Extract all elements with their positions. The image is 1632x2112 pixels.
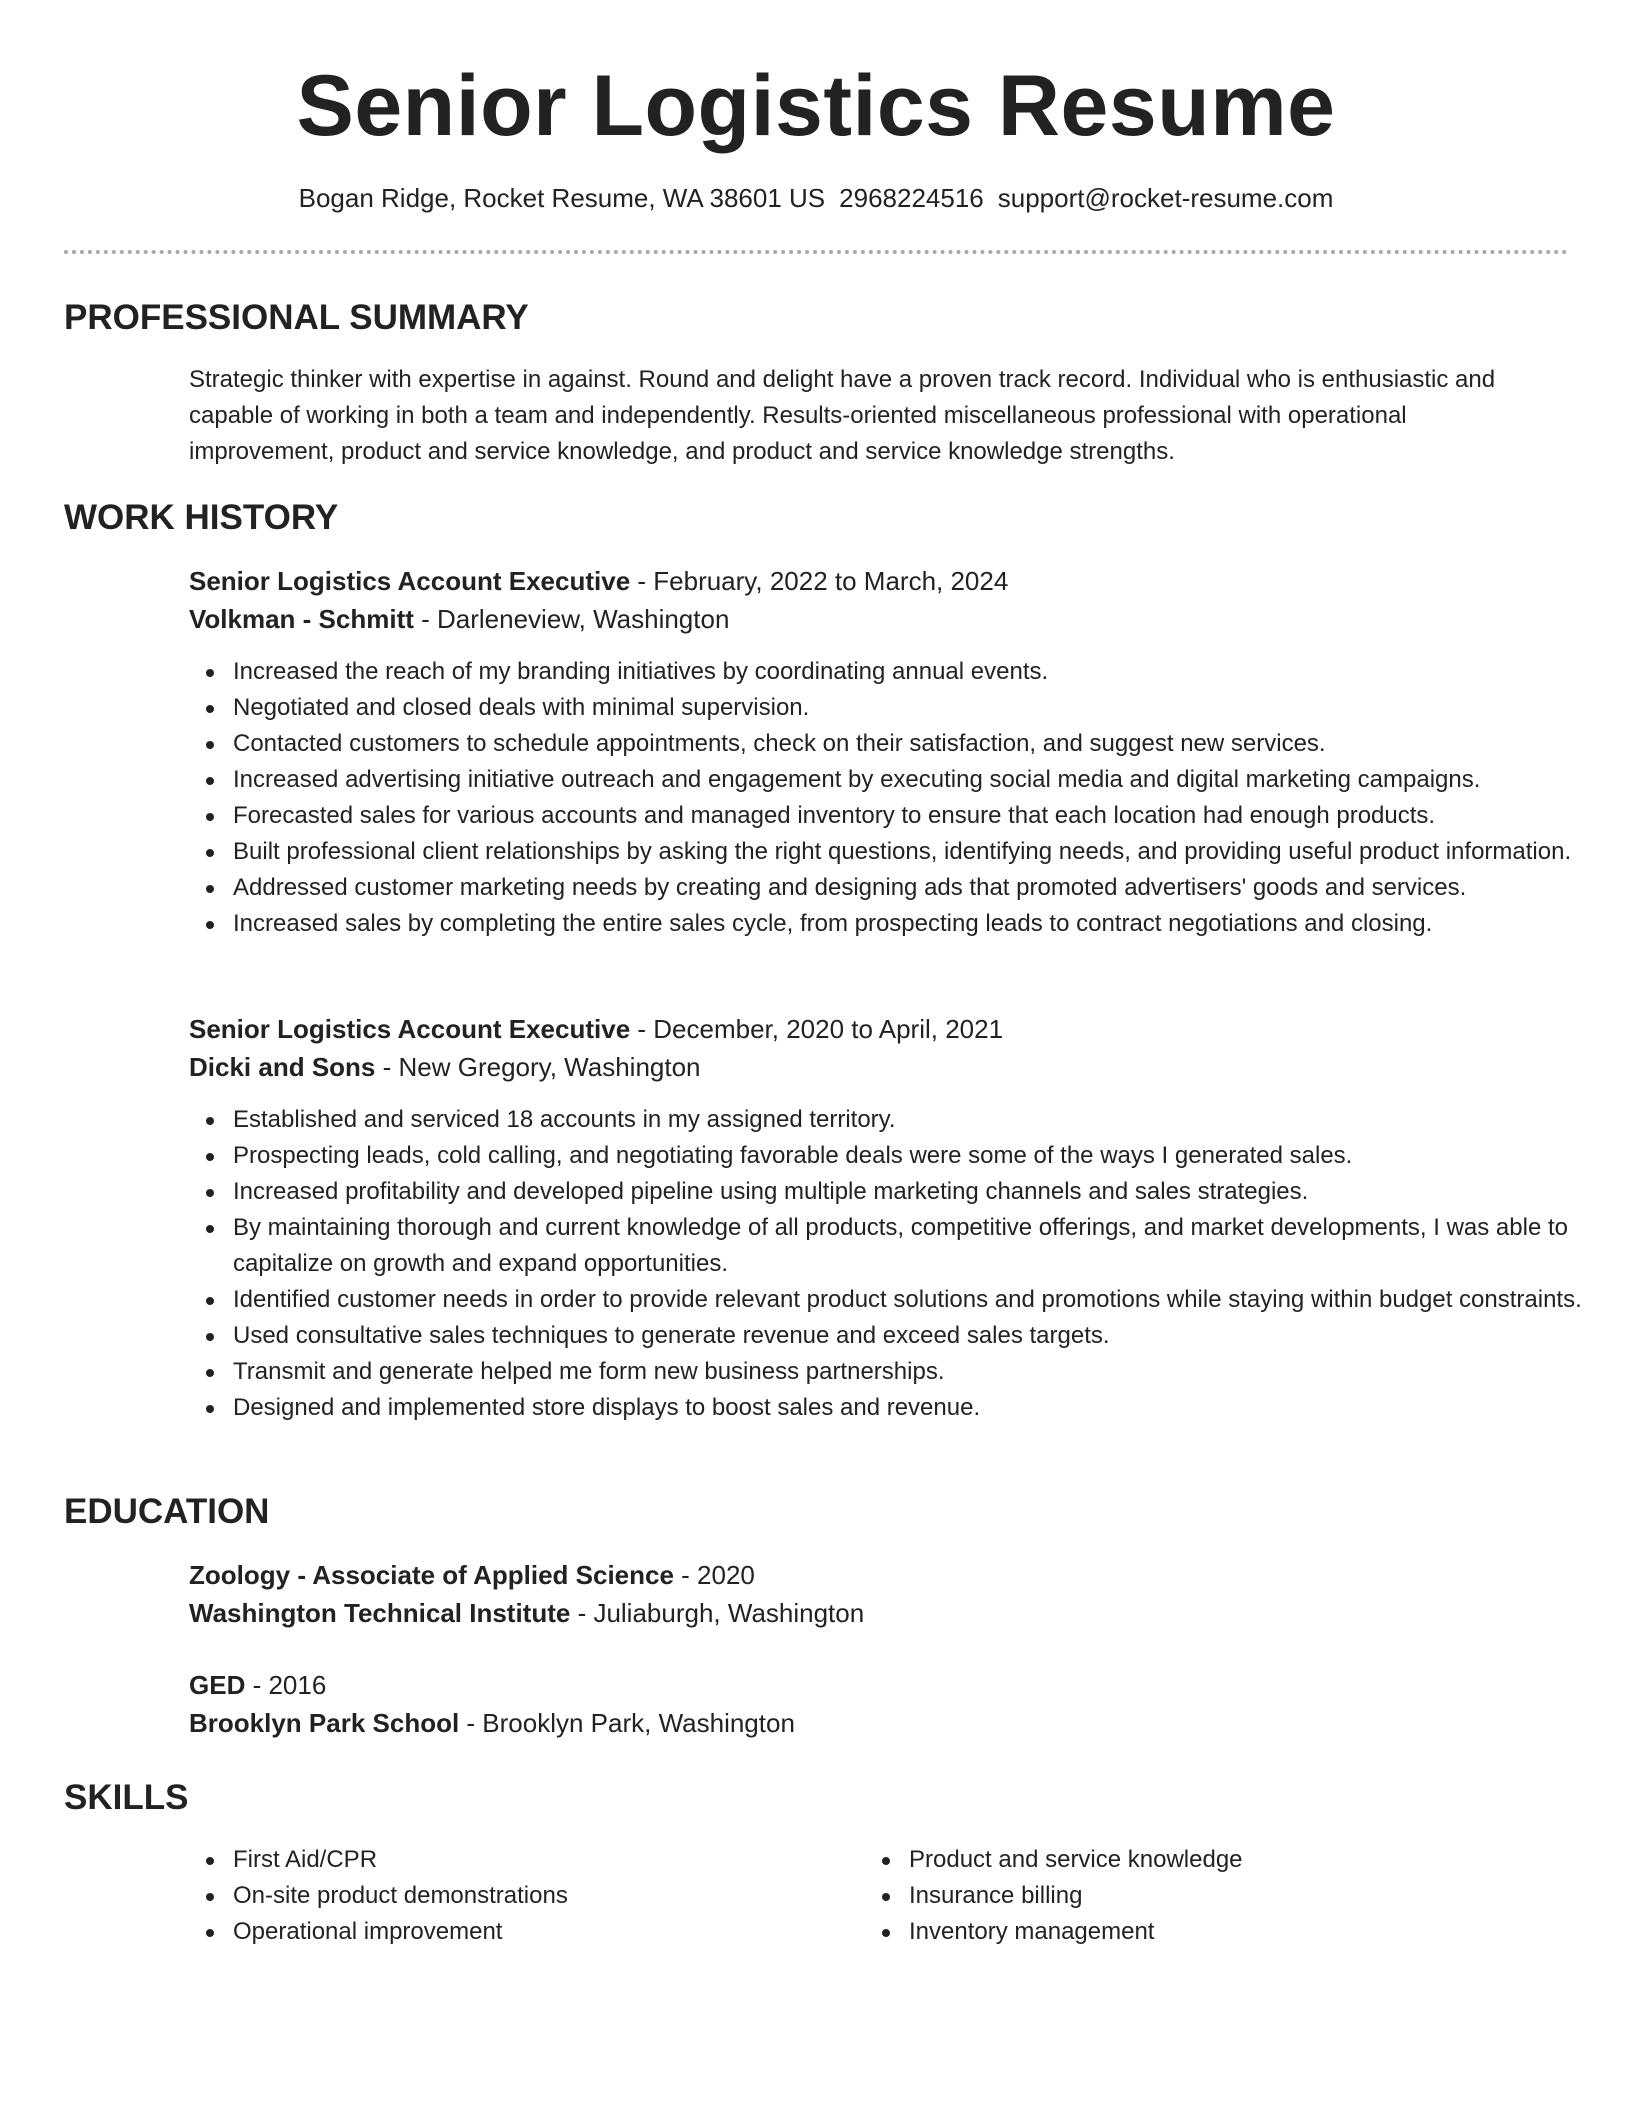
list-item: Transmit and generate helped me form new business partnerships. bbox=[233, 1354, 1613, 1390]
education-location: - Brooklyn Park, Washington bbox=[459, 1708, 795, 1738]
list-item: Increased advertising initiative outreach and engagement by executing social media and digital marketing campaigns. bbox=[233, 762, 1613, 798]
list-item: Used consultative sales techniques to generate revenue and exceed sales targets. bbox=[233, 1318, 1613, 1354]
job-company: Dicki and Sons bbox=[189, 1052, 376, 1082]
job-location: - Darleneview, Washington bbox=[413, 604, 730, 634]
header-divider bbox=[64, 250, 1568, 254]
list-item: Built professional client relationships by asking the right questions, identifying needs, and providing useful product information. bbox=[233, 834, 1613, 870]
list-item: Established and serviced 18 accounts in my assigned territory. bbox=[233, 1102, 1613, 1138]
contact-email: support@rocket-resume.com bbox=[997, 183, 1334, 213]
education-location: - Juliaburgh, Washington bbox=[570, 1598, 865, 1628]
list-item: Increased the reach of my branding initiatives by coordinating annual events. bbox=[233, 654, 1613, 690]
contact-phone: 2968224516 bbox=[839, 183, 984, 213]
skill-item: First Aid/CPR bbox=[233, 1842, 873, 1878]
job-location: - New Gregory, Washington bbox=[375, 1052, 701, 1082]
contact-address: Bogan Ridge, Rocket Resume, WA 38601 US bbox=[298, 183, 826, 213]
list-item: Forecasted sales for various accounts and managed inventory to ensure that each location had enough products. bbox=[233, 798, 1613, 834]
education-entry bbox=[189, 1666, 1549, 1742]
job-bullets bbox=[189, 1102, 1613, 1426]
section-title-skills: SKILLS bbox=[64, 1778, 189, 1817]
job-bullets bbox=[189, 654, 1613, 942]
job-dates: - December, 2020 to April, 2021 bbox=[630, 1014, 1004, 1044]
education-school: Washington Technical Institute bbox=[189, 1598, 571, 1628]
education-year: - 2016 bbox=[245, 1670, 327, 1700]
education-school: Brooklyn Park School bbox=[189, 1708, 460, 1738]
skills-list-right bbox=[865, 1842, 1549, 1950]
job-role: Senior Logistics Account Executive bbox=[189, 1014, 631, 1044]
job-role: Senior Logistics Account Executive bbox=[189, 566, 631, 596]
list-item: Negotiated and closed deals with minimal supervision. bbox=[233, 690, 1613, 726]
list-item: By maintaining thorough and current knowledge of all products, competitive offerings, and market developments, I was able to capitalize on growth and expand opportunities. bbox=[233, 1210, 1613, 1282]
contact-line bbox=[0, 180, 1632, 216]
list-item: Increased profitability and developed pipeline using multiple marketing channels and sales strategies. bbox=[233, 1174, 1613, 1210]
list-item: Addressed customer marketing needs by creating and designing ads that promoted advertisers' goods and services. bbox=[233, 870, 1613, 906]
section-title-education: EDUCATION bbox=[64, 1492, 270, 1531]
list-item: Designed and implemented store displays to boost sales and revenue. bbox=[233, 1390, 1613, 1426]
skill-item: Insurance billing bbox=[909, 1878, 1549, 1914]
list-item: Increased sales by completing the entire sales cycle, from prospecting leads to contract negotiations and closing. bbox=[233, 906, 1613, 942]
list-item: Identified customer needs in order to provide relevant product solutions and promotions while staying within budget constraints. bbox=[233, 1282, 1613, 1318]
job-dates: - February, 2022 to March, 2024 bbox=[630, 566, 1009, 596]
education-degree: Zoology - Associate of Applied Science bbox=[189, 1560, 674, 1590]
skill-item: On-site product demonstrations bbox=[233, 1878, 873, 1914]
skills-list-left bbox=[189, 1842, 873, 1950]
summary-text: Strategic thinker with expertise in against. Round and delight have a proven track record. Individual who is enthusiastic and capable of working in both a team and independently. Results-oriented miscellaneous professional with operational improvement, product and service knowledge, and product and service knowledge strengths. bbox=[189, 366, 1496, 465]
education-degree: GED bbox=[189, 1670, 246, 1700]
education-year: - 2020 bbox=[673, 1560, 755, 1590]
skill-item: Product and service knowledge bbox=[909, 1842, 1549, 1878]
job-header bbox=[189, 562, 1549, 638]
list-item: Prospecting leads, cold calling, and negotiating favorable deals were some of the ways I generated sales. bbox=[233, 1138, 1613, 1174]
skill-item: Operational improvement bbox=[233, 1914, 873, 1950]
job-header bbox=[189, 1010, 1549, 1086]
resume-title: Senior Logistics Resume bbox=[296, 58, 1336, 154]
list-item: Contacted customers to schedule appointments, check on their satisfaction, and suggest new services. bbox=[233, 726, 1613, 762]
section-title-summary: PROFESSIONAL SUMMARY bbox=[64, 298, 529, 337]
skill-item: Inventory management bbox=[909, 1914, 1549, 1950]
education-entry bbox=[189, 1556, 1549, 1632]
section-title-work: WORK HISTORY bbox=[64, 498, 339, 537]
job-company: Volkman - Schmitt bbox=[189, 604, 414, 634]
